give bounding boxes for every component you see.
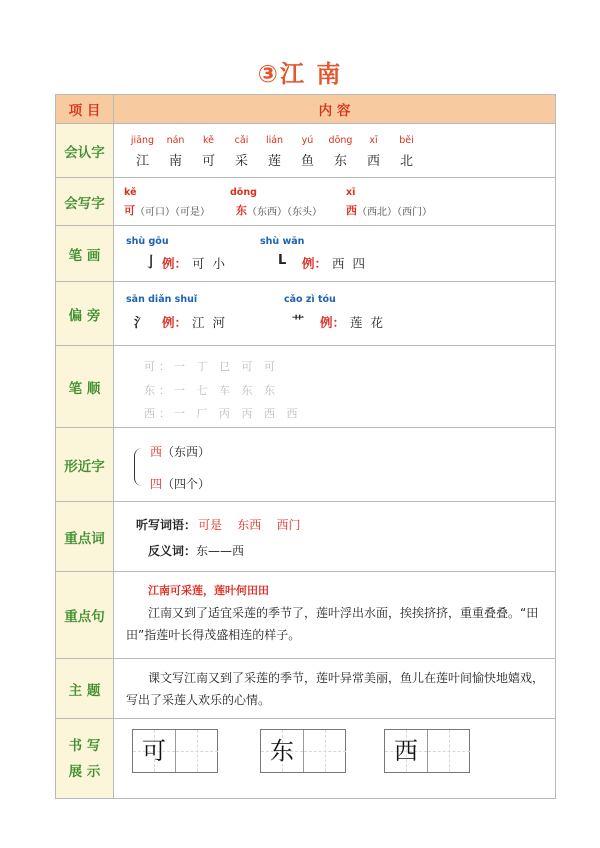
stroke-pinyin-1: shù gōu <box>126 236 169 247</box>
row-write <box>56 178 556 226</box>
recognize-char: 东 <box>333 154 347 169</box>
recognize-pinyin: kě <box>202 135 214 146</box>
similar-char-2: 四 <box>150 477 163 491</box>
strokes-content <box>114 226 556 282</box>
row-label: 偏 旁 <box>56 282 114 346</box>
row-label: 笔 画 <box>56 226 114 282</box>
grid-char: 可 <box>142 737 166 765</box>
antonym-words: 东——西 <box>196 544 245 558</box>
similar-char-1: 西 <box>150 445 163 459</box>
row-label: 会写字 <box>56 178 114 226</box>
writing-grid <box>132 729 218 773</box>
display-content <box>114 719 556 799</box>
sentence-heading: 江南可采莲，莲叶何田田 <box>148 584 269 597</box>
radical-pinyin-1: sān diǎn shuǐ <box>126 294 198 305</box>
keywords-content <box>114 502 556 572</box>
recognize-pinyin: jiāng <box>130 135 155 146</box>
stroke-example-chars-1: 可 小 <box>192 256 225 271</box>
radical-example-label-2: 例： <box>320 315 346 330</box>
write-words-1: （可口）（可是） <box>135 207 210 218</box>
recognize-char: 江 <box>135 154 149 169</box>
recognize-char: 鱼 <box>300 154 314 169</box>
write-char-3: 西 <box>346 204 357 217</box>
recognize-pinyin: lián <box>265 135 284 146</box>
lesson-table <box>55 94 556 799</box>
antonym-label: 反义词： <box>148 544 197 558</box>
similar-word-2: （四个） <box>162 477 211 491</box>
sentence-content <box>114 572 556 659</box>
header-item: 项 目 <box>56 95 114 124</box>
write-pinyin-2: dōng <box>230 187 257 198</box>
row-label: 重点句 <box>56 572 114 659</box>
row-recognize <box>56 124 556 178</box>
recognize-content <box>114 124 556 178</box>
row-display <box>56 719 556 799</box>
recognize-pinyin: dōng <box>328 135 353 146</box>
table-header-row <box>56 95 556 124</box>
writing-grid <box>384 729 470 773</box>
order-content <box>114 346 556 428</box>
water-radical-icon: 氵 <box>134 316 148 331</box>
similar-content <box>114 428 556 502</box>
row-label <box>56 719 114 799</box>
brace-icon <box>134 448 143 486</box>
display-label-1: 书 写 <box>68 737 101 754</box>
recognize-char: 采 <box>234 154 248 169</box>
write-words-3: （西北）（西门） <box>357 207 432 218</box>
write-char-1: 可 <box>124 204 135 217</box>
radicals-content <box>114 282 556 346</box>
row-radicals <box>56 282 556 346</box>
writing-grid <box>260 729 346 773</box>
recognize-char: 莲 <box>267 154 281 169</box>
row-order <box>56 346 556 428</box>
row-label: 笔 顺 <box>56 346 114 428</box>
similar-word-1: （东西） <box>162 445 211 459</box>
row-label: 会认字 <box>56 124 114 178</box>
stroke-example-label-1: 例： <box>162 256 188 271</box>
write-words-2: （东西）（东头） <box>247 207 322 218</box>
row-keywords <box>56 502 556 572</box>
sentence-body: 江南又到了适宜采莲的季节了，莲叶浮出水面，挨挨挤挤，重重叠叠。“田田”指莲叶长得茂盛相连的样子。 <box>126 606 539 642</box>
row-similar <box>56 428 556 502</box>
radical-example-label-1: 例： <box>162 315 188 330</box>
recognize-pinyin: nán <box>166 135 185 146</box>
write-pinyin-1: kě <box>124 187 137 198</box>
theme-body: 课文写江南又到了采莲的季节，莲叶异常美丽，鱼儿在莲叶间愉快地嬉戏，写出了采莲人欢乐的心情。 <box>126 671 545 707</box>
write-pinyin-3: xī <box>346 187 356 198</box>
page-title: ③江 南 <box>257 60 343 88</box>
recognize-char: 可 <box>201 154 215 169</box>
order-line-2: 东：一 七 车 东 东 <box>144 384 279 397</box>
display-label-2: 展 示 <box>68 763 101 780</box>
row-label: 形近字 <box>56 428 114 502</box>
write-content <box>114 178 556 226</box>
recognize-char: 西 <box>366 154 380 169</box>
row-label: 重点词 <box>56 502 114 572</box>
stroke-example-chars-2: 西 四 <box>332 256 365 271</box>
theme-content <box>114 659 556 719</box>
row-sentence <box>56 572 556 659</box>
stroke-pinyin-2: shù wān <box>260 236 305 247</box>
recognize-pinyin: cǎi <box>234 135 249 146</box>
recognize-pinyin: yú <box>301 135 314 146</box>
stroke-example-label-2: 例： <box>302 256 328 271</box>
grid-char: 西 <box>394 737 418 765</box>
recognize-pinyin: xī <box>369 135 378 146</box>
order-line-1: 可：一 丁 㔾 可 可 <box>144 360 279 373</box>
dictation-words: 可是 东西 西门 <box>198 518 301 532</box>
grass-radical-icon: 艹 <box>292 314 305 328</box>
stroke-shugou-icon: 亅 <box>144 255 158 271</box>
dictation-label: 听写词语： <box>136 518 197 532</box>
row-theme <box>56 659 556 719</box>
radical-example-chars-2: 莲 花 <box>350 315 383 330</box>
order-line-3: 西：一 厂 丙 丙 西 西 <box>144 407 302 420</box>
radical-example-chars-1: 江 河 <box>192 315 225 330</box>
write-char-2: 东 <box>236 204 247 217</box>
row-strokes <box>56 226 556 282</box>
header-content: 内 容 <box>114 95 556 124</box>
recognize-char: 南 <box>168 154 182 169</box>
recognize-char: 北 <box>399 154 413 169</box>
radical-pinyin-2: cǎo zì tóu <box>284 294 336 305</box>
row-label: 主 题 <box>56 659 114 719</box>
stroke-shuwan-icon: L <box>278 253 287 268</box>
recognize-pinyin: běi <box>399 135 414 146</box>
grid-char: 东 <box>270 737 294 765</box>
